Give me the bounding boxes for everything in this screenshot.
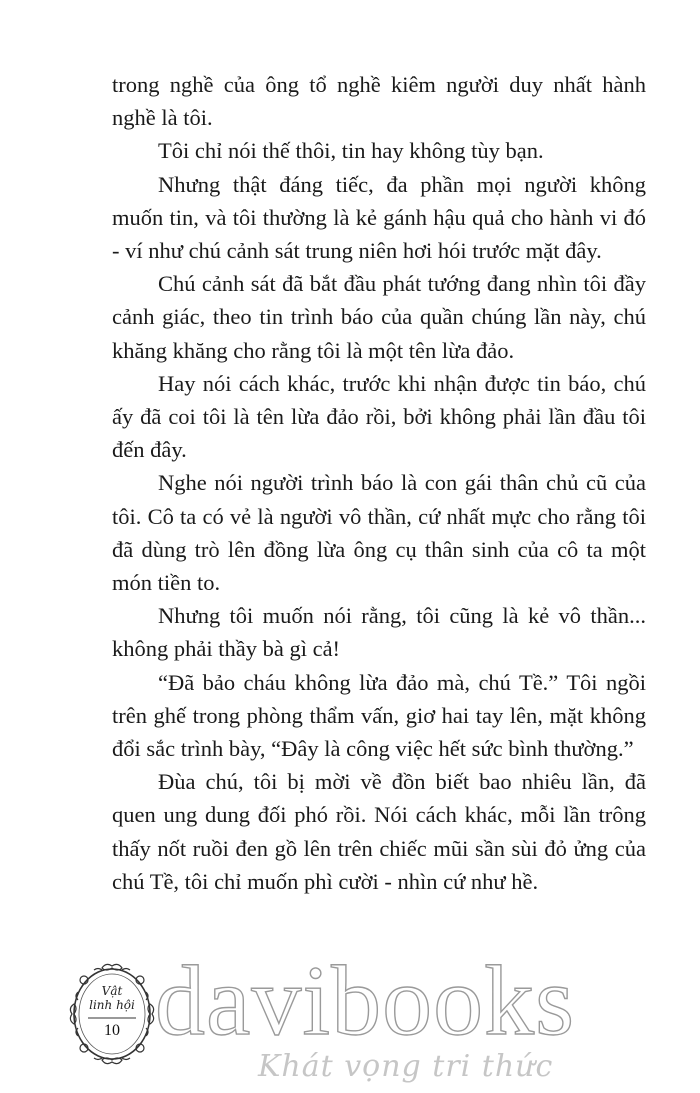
paragraph: trong nghề của ông tổ nghề kiêm người duy nhất hành nghề là tôi. (112, 72, 646, 131)
book-title (66, 984, 158, 1012)
ornament-frame-icon (66, 960, 158, 1068)
body-text (112, 68, 646, 898)
book-title-line: linh hội (89, 998, 135, 1012)
paragraph: Nhưng tôi muốn nói rằng, tôi cũng là kẻ vô thần... không phải thầy bà gì cả! (112, 603, 646, 662)
paragraph: Đùa chú, tôi bị mời về đồn biết bao nhiêu lần, đã quen ung dung đối phó rồi. Nói cách khác, mỗi lần trông thấy nốt ruồi đen gồ lên trên chiếc mũi sần sùi đỏ ửng của chú Tề, tôi chỉ muốn phì cười - nhìn cứ như hề. (112, 769, 646, 894)
paragraph: Tôi chỉ nói thế thôi, tin hay không tùy bạn. (158, 138, 544, 164)
page-number: 10 (104, 1022, 120, 1039)
paragraph: “Đã bảo cháu không lừa đảo mà, chú Tề.” Tôi ngồi trên ghế trong phòng thẩm vấn, giơ hai tay lên, mặt không đổi sắc trình bày, “Đây là công việc hết sức bình thường.” (112, 669, 646, 762)
paragraph: Nghe nói người trình báo là con gái thân chủ cũ của tôi. Cô ta có vẻ là người vô thần, cứ nhất mực cho rằng tôi đã dùng trò lên đồng lừa ông cụ thân sinh của cô ta một món tiền to. (112, 470, 646, 596)
paragraph: Chú cảnh sát đã bắt đầu phát tướng đang nhìn tôi đầy cảnh giác, theo tin trình báo của quần chúng lần này, chú khăng khăng cho rằng tôi là một tên lừa đảo. (112, 271, 646, 363)
watermark-tagline: Khát vọng tri thức (258, 1049, 554, 1084)
paragraph: Nhưng thật đáng tiếc, đa phần mọi người không muốn tin, và tôi thường là kẻ gánh hậu quả cho hành vi đó - ví như chú cảnh sát trung niên hơi hói trước mặt đây. (112, 171, 646, 264)
page-number-ornament (66, 960, 158, 1068)
watermark-brand: davibooks (155, 945, 576, 1056)
book-title-line: Vật (101, 984, 123, 998)
paragraph: Hay nói cách khác, trước khi nhận được tin báo, chú ấy đã coi tôi là tên lừa đảo rồi, bởi không phải lần đầu tôi đến đây. (112, 370, 646, 463)
